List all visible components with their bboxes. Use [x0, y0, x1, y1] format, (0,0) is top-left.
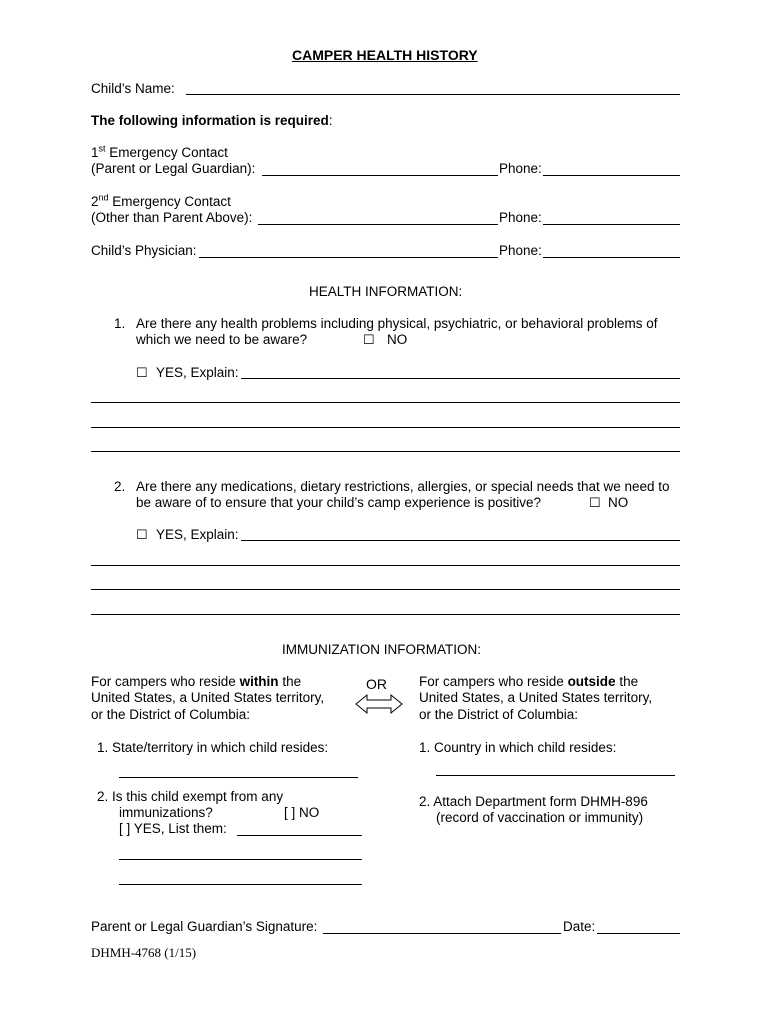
right-intro-line2: United States, a United States territory, [419, 690, 653, 705]
child-name-label: Child’s Name: [91, 81, 175, 96]
emergency1-sub: (Parent or Legal Guardian): [91, 161, 256, 176]
q2-yes-label: YES, Explain: [156, 527, 239, 542]
right-intro-b: the [615, 674, 639, 689]
left-intro-line1 [91, 674, 301, 690]
physician-phone-field[interactable] [543, 257, 680, 258]
emergency1-sup: st [98, 143, 106, 154]
q1-yes-checkbox[interactable]: ☐ [136, 365, 148, 380]
emergency2-sup: nd [98, 192, 109, 203]
q2-line2: be aware of to ensure that your child’s camp experience is positive? [136, 495, 541, 510]
date-label: Date: [563, 919, 596, 934]
q2-explain-line[interactable] [91, 565, 680, 566]
emergency2-name-field[interactable] [258, 224, 498, 225]
or-label: OR [366, 676, 387, 692]
right-intro-line3: or the District of Columbia: [419, 707, 579, 722]
immunization-heading: IMMUNIZATION INFORMATION: [282, 642, 481, 657]
double-arrow-icon [355, 693, 403, 715]
state-territory-field[interactable] [119, 777, 358, 778]
emergency2-phone-field[interactable] [543, 224, 680, 225]
physician-name-field[interactable] [199, 257, 498, 258]
right-item2-line1: 2. Attach Department form DHMH-896 [419, 794, 648, 809]
right-item1: 1. Country in which child resides: [419, 740, 617, 755]
q2-explain-line[interactable] [241, 540, 680, 541]
left-intro-a: For campers who reside [91, 674, 240, 689]
emergency2-num: 2 [91, 194, 99, 209]
q1-explain-line[interactable] [241, 378, 680, 379]
emergency1-text: Emergency Contact [109, 145, 228, 160]
left-item2-line2: immunizations? [119, 805, 213, 820]
required-note-bold: The following information is required [91, 113, 329, 128]
q1-explain-line[interactable] [91, 451, 680, 452]
q1-explain-line[interactable] [91, 402, 680, 403]
left-item1: 1. State/territory in which child resides: [97, 740, 329, 755]
emergency1-num: 1 [91, 145, 99, 160]
emergency2-label [91, 194, 231, 210]
q1-line1: Are there any health problems including physical, psychiatric, or behavioral problems of [136, 316, 658, 331]
q2-explain-line[interactable] [91, 589, 680, 590]
left-intro-b: the [278, 674, 302, 689]
exempt-list-line[interactable] [119, 859, 362, 860]
right-intro-a: For campers who reside [419, 674, 568, 689]
q1-no-checkbox[interactable]: ☐ [363, 332, 375, 347]
required-note-colon: : [328, 113, 333, 128]
signature-field[interactable] [323, 933, 561, 934]
q2-yes-checkbox[interactable]: ☐ [136, 527, 148, 542]
country-field[interactable] [436, 775, 675, 776]
exempt-list-line[interactable] [237, 835, 362, 836]
exempt-list-line[interactable] [119, 884, 362, 885]
right-intro-bold: outside [567, 674, 616, 689]
q2-line1: Are there any medications, dietary restrictions, allergies, or special needs that we need to [136, 479, 670, 494]
date-field[interactable] [597, 933, 680, 934]
exempt-yes-option[interactable]: [ ] YES, List them: [119, 821, 227, 836]
emergency2-phone-label: Phone: [499, 210, 542, 225]
q2-explain-line[interactable] [91, 614, 680, 615]
q1-explain-line[interactable] [91, 427, 680, 428]
q1-yes-label: YES, Explain: [156, 365, 239, 380]
physician-label: Child’s Physician: [91, 243, 197, 258]
left-intro-line3: or the District of Columbia: [91, 707, 251, 722]
emergency2-sub: (Other than Parent Above): [91, 210, 253, 225]
emergency1-name-field[interactable] [262, 175, 498, 176]
q1-no-label: NO [387, 332, 408, 347]
signature-label: Parent or Legal Guardian’s Signature: [91, 919, 318, 934]
physician-phone-label: Phone: [499, 243, 542, 258]
q1-line2: which we need to be aware? [136, 332, 308, 347]
emergency2-text: Emergency Contact [112, 194, 231, 209]
form-number: DHMH-4768 (1/15) [91, 945, 197, 960]
emergency1-phone-field[interactable] [543, 175, 680, 176]
left-intro-line2: United States, a United States territory, [91, 690, 325, 705]
emergency1-phone-label: Phone: [499, 161, 542, 176]
health-heading: HEALTH INFORMATION: [309, 284, 463, 299]
child-name-field[interactable] [186, 94, 680, 95]
page-title: CAMPER HEALTH HISTORY [292, 47, 478, 63]
left-item2-line1: 2. Is this child exempt from any [97, 789, 284, 804]
emergency1-label [91, 145, 228, 161]
right-item2-line2: (record of vaccination or immunity) [436, 810, 644, 825]
q1-number: 1. [114, 316, 126, 331]
q2-no-label: NO [608, 495, 629, 510]
q2-no-checkbox[interactable]: ☐ [589, 495, 601, 510]
required-note [91, 113, 333, 129]
left-intro-bold: within [239, 674, 279, 689]
right-intro-line1 [419, 674, 638, 690]
exempt-no-option[interactable]: [ ] NO [284, 805, 320, 820]
q2-number: 2. [114, 479, 126, 494]
